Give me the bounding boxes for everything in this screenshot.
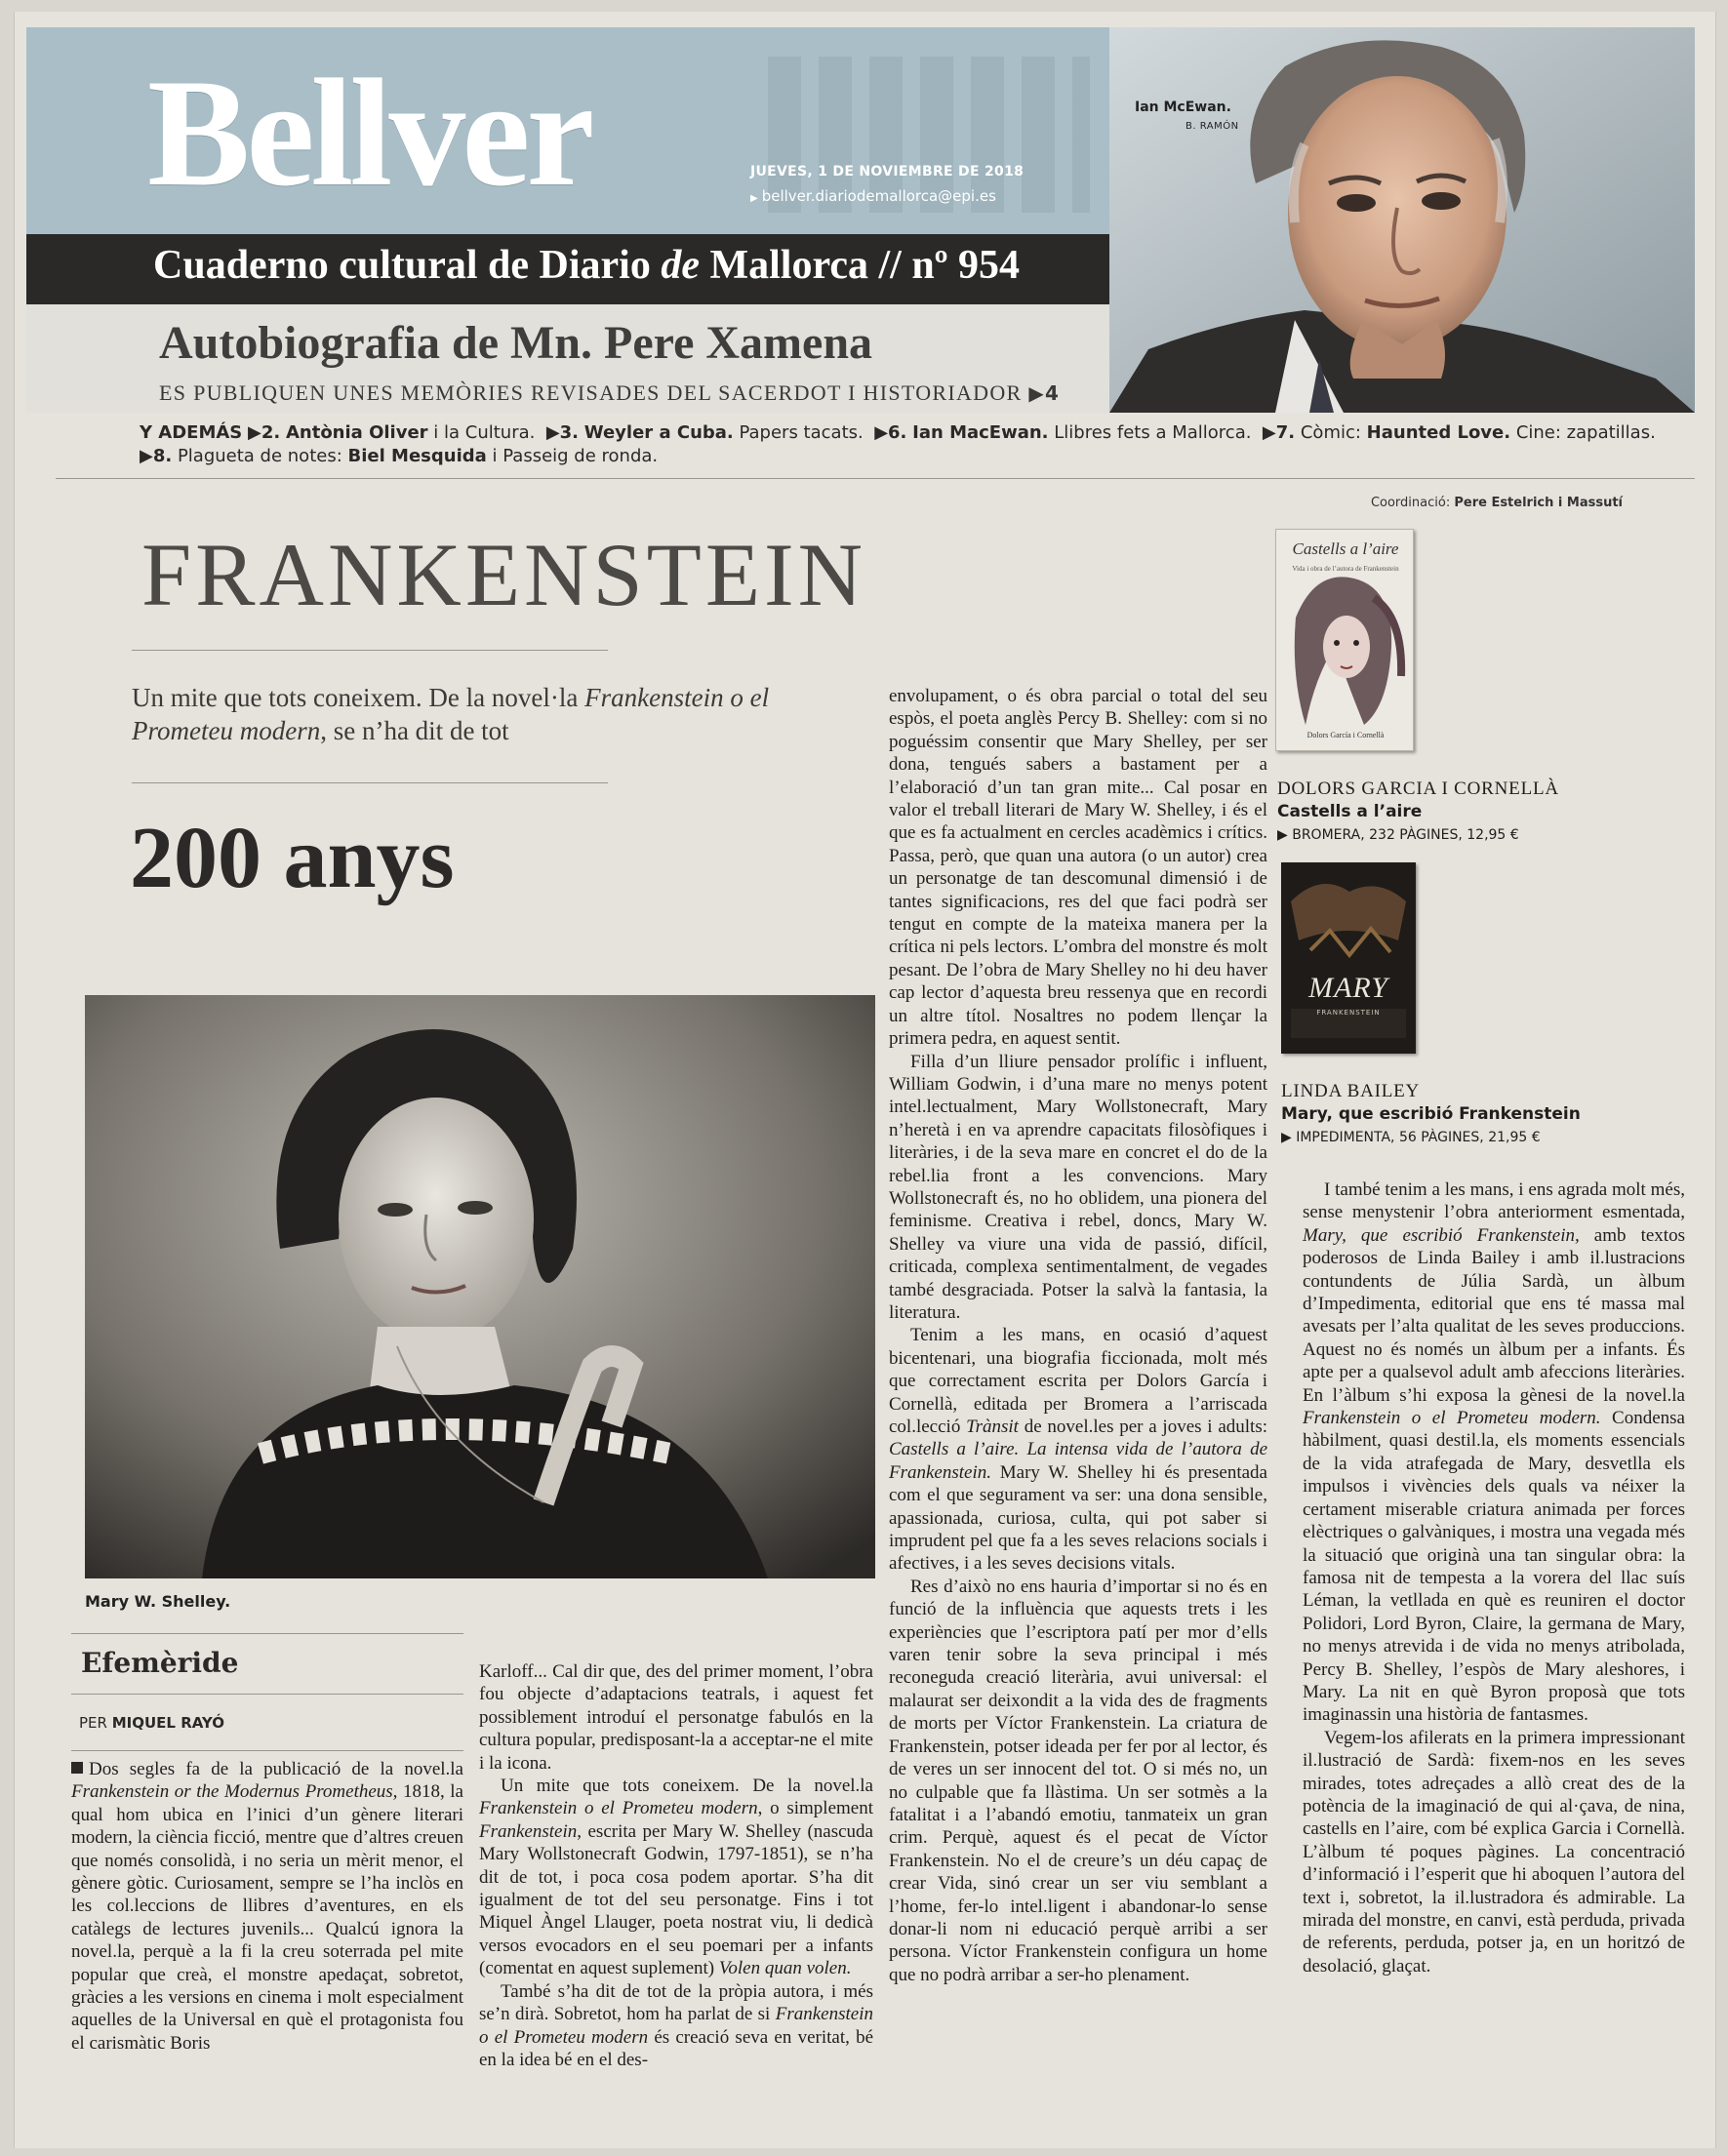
also-bold: Ian MacEwan. — [912, 422, 1049, 443]
lede-text: Un mite que tots coneixem. De la novel·la — [132, 683, 585, 712]
also-bold: Biel Mesquida — [347, 446, 487, 466]
text-run: Dos segles fa de la publicació de la novel.la — [89, 1759, 463, 1779]
also-text: i Passeig de ronda. — [492, 446, 659, 466]
book-author: DOLORS GARCIA I CORNELLÀ — [1277, 779, 1559, 799]
article-title: FRANKENSTEIN — [141, 525, 867, 624]
paragraph: envolupament, o és obra parcial o total del seu espòs, el poeta anglès Percy B. Shelley: com si no poguéssim consentir que Mary Shelley, per ser dona, tengués sabers a bastament per a l’elaboració d’un tan gran mite... Cal posar en valor el treball literari de Mary W. Shelley, i és el que es fa actualment en cercles acadèmics i crítics. Passa, però, que quan una autora (o un autor) crea un personatge de tan descomunal dimensió i de tantes significacions, res del que faci podrà ser tengut en compte de la mateixa manera per la crítica ni pels lectors. L’ombra del monstre és molt pesant. De l’obra de Mary Shelley no hi deu haver cap lector d’aquesta breu ressenya que en recordi un altre títol. Nosaltres no podem llençar la primera pedra, en aquest sentit. — [889, 686, 1267, 1050]
also-bold: Weyler a Cuba. — [583, 422, 734, 443]
also-text: i la Cultura. — [433, 422, 536, 443]
text-run: és creació seva en veritat, bé en la idea bé en el des- — [479, 2026, 873, 2070]
text-run-italic: Mary, que escribió Frankenstein, — [1303, 1224, 1580, 1246]
text-run-italic: Castells a l’aire. La intensa vida de l’autora de Frankenstein. — [889, 1439, 1267, 1483]
paragraph: Filla d’un lliure pensador prolífic i influent, William Godwin, i d’una mare no menys potent intel.lectualment, Mary Wollstonecraft, Mary n’heretà i en va aprendre capacitats filosòfiques i literàries, i de la seva mare en concret el do de la rebel.lia front a les convencions. Mary Wollstonecraft és, no ho oblidem, una pionera del feminisme. Creativa i rebel, doncs, Mary W. Shelley va viure una vida de passió, difícil, criticada, complexa sentimentalment, de vegades també desgraciada. Potser la salvà la fantasia, la literatura. — [889, 1051, 1267, 1323]
supplement-title-b: Mallorca // nº 954 — [699, 243, 1021, 288]
book-cover-author: Dolors García i Cornellà — [1306, 731, 1385, 739]
article-column-2 — [479, 1660, 873, 2071]
also-ref: ▶7. — [1262, 422, 1296, 443]
book-cover-subtitle: Vida i obra de l’autora de Frankenstein — [1292, 565, 1399, 573]
byline-author: MIQUEL RAYÓ — [111, 1714, 225, 1732]
divider — [132, 782, 608, 783]
text-run: amb textos poderosos de Linda Bailey i amb il.lustracions contundents de Júlia Sardà, un àlbum d’Impedimenta, editorial que ens té massa mal avesats per l’alta qualitat de les seves produccions. Aquest no és només un àlbum per a infants. És apte per a qualsevol adult amb afeccions literàries. En l’àlbum s’hi exposa la gènesi de la novel.la — [1303, 1224, 1685, 1406]
divider — [132, 650, 608, 651]
text-run: , escrita per Mary W. Shelley (nascuda Mary Wollstonecraft Godwin, 1797-1851), se n’ha dit de tot, i poca cosa podem aportar. S’ha dit igualment de tot del seu personatge. Fins i tot Miquel Àngel Llauger, poeta nostrat viu, li dedicà versos evocadors en el seu poemari per a infants (comentat en aquest suplement) — [479, 1820, 873, 1979]
book-publisher: ▶ BROMERA, 232 PÀGINES, 12,95 € — [1277, 827, 1519, 843]
text-run-italic: Frankenstein or the Modernus Prometheus, — [71, 1781, 398, 1803]
paragraph — [71, 1758, 463, 2055]
book-title: Castells a l’aire — [1277, 802, 1423, 821]
byline — [79, 1714, 224, 1732]
paragraph: Karloff... Cal dir que, des del primer moment, l’obra fou objecte d’adaptacions teatrals, i aquest fet possiblement introduí el personatge fabulós en la cultura popular, predisposant-la a acceptar-ne el mite i la icona. — [479, 1661, 873, 1774]
book-publisher: ▶ IMPEDIMENTA, 56 PÀGINES, 21,95 € — [1281, 1130, 1541, 1145]
lead-subheadline-text: ES PUBLIQUEN UNES MEMÒRIES REVISADES DEL SACERDOT I HISTORIADOR — [159, 380, 1023, 405]
article-column-1 — [71, 1758, 463, 2055]
lead-headline: Autobiografia de Mn. Pere Xamena — [159, 317, 873, 369]
also-in-issue — [140, 421, 1691, 468]
book-cover-title: Castells a l’aire — [1292, 539, 1399, 558]
divider — [71, 1694, 463, 1695]
also-text: Plagueta de notes: — [177, 446, 342, 466]
lead-subheadline — [159, 380, 1060, 406]
portrait-illustration — [1109, 27, 1695, 413]
ian-mcewan-photo — [1109, 27, 1695, 413]
text-run: Tenim a les mans, en ocasió d’aquest bicentenari, una biografia ficcionada, molt més que correctament escrita per Dolors García i Cornellà, editada per Bromera a l’arriscada col.lecció — [889, 1325, 1267, 1437]
text-run: , o simplement — [757, 1798, 873, 1819]
photo-caption: Ian McEwan. — [1135, 100, 1231, 115]
contact-email-text: bellver.diariodemallorca@epi.es — [761, 187, 996, 205]
newspaper-page — [14, 12, 1716, 2148]
also-text: Llibres fets a Mallorca. — [1054, 422, 1252, 443]
photo-credit: B. RAMÓN — [1185, 121, 1239, 132]
coordination-label: Coordinació: — [1370, 496, 1451, 510]
portrait-caption: Mary W. Shelley. — [85, 1592, 231, 1611]
paragraph — [479, 1775, 873, 1980]
paragraph — [479, 1980, 873, 2072]
book-cover-art — [1276, 530, 1414, 751]
text-run-italic: Frankenstein o el Prometeu modern — [479, 1798, 758, 1819]
lede-italic: Frankenstein o el Prometeu modern — [132, 683, 770, 745]
text-run: de novel.les per a joves i adults: — [1018, 1417, 1267, 1437]
book-info-mary — [1281, 1081, 1691, 1145]
issue-date: JUEVES, 1 DE NOVIEMBRE DE 2018 — [750, 164, 1025, 180]
text-run: També s’ha dit de tot de la pròpia autora, i més se’n dirà. Sobretot, hom ha parlat de si — [479, 1980, 873, 2025]
paragraph — [1303, 1178, 1685, 1727]
also-bold: Haunted Love. — [1366, 422, 1511, 443]
also-bold: Antònia Oliver — [285, 422, 428, 443]
also-ref: ▶6. — [874, 422, 907, 443]
text-run: 1818, la qual hom ubica en l’inici d’un gènere literari modern, la ciència ficció, mentre que d’altres creuen que només consolidà, i no seria un mèrit menor, el gènere gòtic. Curiosament, sempre se l’ha inclòs en les col.leccions de llibres d’aventures, en els catàlegs de lectures juvenils... Qualcú ignora la novel.la, perquè a la fi la creu soterrada pel mite popular que creà, el monstre apedaçat, sobretot, gràcies a les versions en cinema i molt especialment aquelles de la Universal en què el protagonista fou el carismàtic Boris — [71, 1781, 463, 2054]
also-text: Còmic: — [1300, 422, 1361, 443]
portrait-engraving — [85, 995, 875, 1578]
divider — [56, 478, 1695, 479]
text-run: Un mite que tots coneixem. De la novel.la — [501, 1776, 873, 1797]
supplement-title — [153, 242, 1020, 289]
coordination-name: Pere Estelrich i Massutí — [1454, 496, 1623, 510]
book-cover-castells — [1275, 529, 1414, 751]
also-ref: ▶2. — [248, 422, 281, 443]
text-run-italic: Frankenstein o el Prometeu modern. — [1303, 1408, 1601, 1429]
divider — [71, 1633, 463, 1634]
also-ref: ▶3. — [545, 422, 580, 443]
paragraph-marker-icon — [71, 1762, 83, 1774]
supplement-title-a: Cuaderno cultural de Diario — [153, 243, 662, 288]
book-cover-subtitle: FRANKENSTEIN — [1316, 1009, 1381, 1017]
contact-email[interactable] — [750, 187, 996, 205]
mary-shelley-portrait — [85, 995, 875, 1578]
article-subtitle: 200 anys — [130, 810, 455, 906]
byline-prefix: PER — [79, 1714, 107, 1732]
text-run-italic: Trànsit — [966, 1417, 1019, 1437]
text-run-italic: Volen quan volen. — [718, 1958, 852, 1979]
section-label: Efemèride — [81, 1647, 239, 1679]
book-author: LINDA BAILEY — [1281, 1081, 1421, 1101]
lead-page-pointer: ▶4 — [1028, 381, 1061, 405]
article-lede — [132, 681, 873, 747]
arrow-right-icon: ▶ — [750, 193, 758, 204]
also-text: Cine: zapatillas. — [1515, 422, 1656, 443]
paragraph: Res d’això no ens hauria d’importar si no és en funció de la influència que aquests trets i les experiències que l’escriptora patí per mor d’ells varen tenir sobre la seva principal i més reconeguda creació literària, avui universal: el malaurat ser deixondit a la vida des de fragments de morts per Víctor Frankenstein. La criatura de Frankenstein, potser ideada per fer por al lector, és de veres un ser innocent del tot. O si més no, un no culpable que fa llàstima. Un ser sotmès a la fatalitat i a l’abandó emotiu, tanmateix un gran crim. Perquè, aquest és el pecat de Víctor Frankenstein. No el de creure’s un déu capaç de crear Vida, sinó crear un ser viu semblant a l’home, fer-lo intel.ligent i abandonar-lo sense donar-li nom ni educació perquè arribi a ser persona. Víctor Frankenstein configura un home que no podrà arribar a ser-ho plenament. — [889, 1576, 1267, 1985]
divider — [71, 1750, 463, 1751]
text-run: Condensa hàbilment, quasi destil.la, els moments essencials de la vida atrafegada de Mary, desvetlla els impulsos i vivències dels quals va néixer la certament miserable criatura animada per forces elèctriques o galvàniques, i mostra una vegada més la situació que originà una tan singular obra: la famosa nit de tempesta a la vorera del llac suís Léman, la vetllada en què es reuniren el doctor Polidori, Lord Byron, Claire, la germana de Mary, no menys atrevida i de vida no menys atribolada, Percy B. Shelley, l’espòs de Mary aleshores, i Mary. La nit en què Byron proposà que tots imaginassin una història de fantasmes. — [1303, 1408, 1685, 1726]
book-info-castells — [1277, 779, 1687, 843]
supplement-title-it: de — [661, 243, 700, 288]
also-ref: ▶8. — [140, 446, 173, 466]
article-column-4 — [1303, 1178, 1685, 1977]
paragraph: Vegem-los afilerats en la primera impressionant il.lustració de Sardà: fixem-nos en les seves mirades, totes adreçades a allò creat des de la potència de la imaginació de qui al·çava, de nina, castells en l’aire, com bé explica Garcia i Cornellà. L’àlbum té poques pàgines. La concentració d’informació i l’esperit que hi aboquen l’autora del text i, sobretot, la il.lustradora és admirable. La mirada del monstre, en canvi, està perduda, privada de referents, perduda, potser ja, en un horitzó de desolació, glaçat. — [1303, 1727, 1685, 1976]
also-text: Papers tacats. — [739, 422, 864, 443]
article-column-3 — [889, 685, 1267, 1986]
also-label: Y ADEMÁS — [140, 422, 243, 443]
book-cover-art — [1281, 862, 1416, 1054]
masthead-logo: Bellver — [147, 48, 591, 219]
text-run: Mary W. Shelley hi és presentada com el que segurament va ser: una dona sensible, apassionada, curiosa, culta, qui pot saber si imprudent pel que fa a les seves relacions socials i afectives, i a les seves decisions vitals. — [889, 1461, 1267, 1575]
lede-text: , se n’ha dit de tot — [320, 716, 509, 745]
book-cover-mary — [1281, 862, 1416, 1054]
book-cover-title: MARY — [1308, 972, 1388, 1004]
coordination-credit — [1371, 496, 1623, 510]
text-run-italic: Frankenstein — [479, 1820, 578, 1842]
header-band — [26, 27, 1695, 413]
text-run: I també tenim a les mans, i ens agrada molt més, sense menystenir l’obra anteriorment esmentada, — [1303, 1179, 1685, 1223]
text-run-italic: Frankenstein o el Prometeu modern — [479, 2004, 873, 2048]
book-title: Mary, que escribió Frankenstein — [1281, 1104, 1581, 1124]
paragraph — [889, 1324, 1267, 1575]
